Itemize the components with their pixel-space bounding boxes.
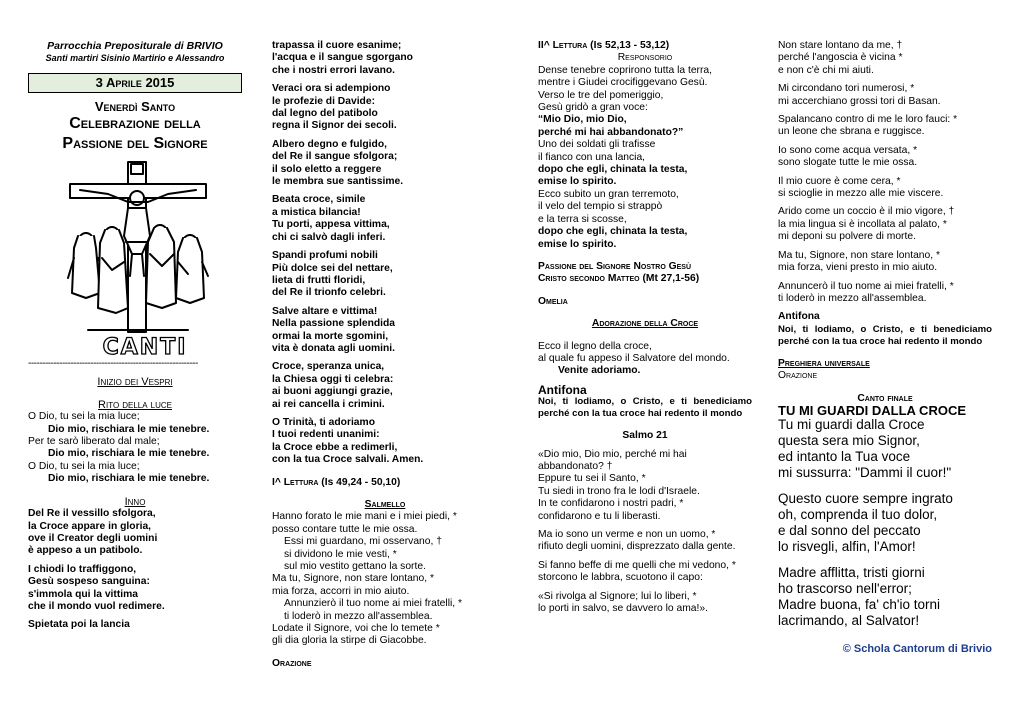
responsorio-line: Dense tenebre coprirono tutta la terra, bbox=[538, 64, 713, 76]
inno-line: la Croce ebbe a redimerli, bbox=[272, 441, 398, 453]
inno-line: Del Re il vessillo sfolgora, bbox=[28, 508, 156, 520]
rito-line: O Dio, tu sei la mia luce; bbox=[28, 411, 140, 423]
salmo-line: Spalancano contro di me le loro fauci: * bbox=[778, 114, 958, 126]
inno-line: Veraci ora si adempiono bbox=[272, 83, 391, 95]
inno-line: Beata croce, simile bbox=[272, 194, 366, 206]
column-4 bbox=[778, 40, 992, 656]
responsorio-line: il velo del tempio si strappò bbox=[538, 201, 663, 213]
venite-adoriamo: Venite adoriamo. bbox=[558, 365, 641, 377]
inno-line: il solo eletto a reggere bbox=[272, 163, 382, 175]
lettura-1-ref: (Is 49,24 - 50,10) bbox=[321, 476, 401, 488]
vespri-heading: Inizio dei Vespri bbox=[97, 376, 173, 389]
title-line-2: Passione del Signore bbox=[62, 134, 208, 152]
separator-line: ------------------------------------------------------------ bbox=[28, 358, 198, 370]
inno-line: Spandi profumi nobili bbox=[272, 250, 378, 262]
responsorio-line: e la terra si scosse, bbox=[538, 213, 627, 225]
song-line: Tu mi guardi dalla Croce bbox=[778, 417, 925, 433]
responsorio-line: “Mio Dio, mio Dio, bbox=[538, 114, 627, 126]
inno-line: del Re il trionfo celebri. bbox=[272, 287, 386, 299]
inno-line: lieta di frutti floridi, bbox=[272, 274, 366, 286]
salmo-line: Il mio cuore è come cera, * bbox=[778, 175, 901, 187]
salmo-line: Io sono come acqua versata, * bbox=[778, 144, 918, 156]
salmello-line: si dividono le mie vesti, * bbox=[284, 548, 397, 560]
salmello-line: sul mio vestito gettano la sorte. bbox=[284, 561, 426, 573]
song-line: Madre buona, fa' ch'io torni bbox=[778, 597, 940, 613]
salmo-line: Arido come un coccio è il mio vigore, † bbox=[778, 206, 955, 218]
passione-line-1: Passione del Signore Nostro Gesù bbox=[538, 260, 692, 272]
salmo-line: un leone che sbrana e ruggisce. bbox=[778, 126, 925, 138]
salmo-line: ti loderò in mezzo all'assemblea. bbox=[778, 292, 927, 304]
salmo-line: Si fanno beffe di me quelli che mi vedono, * bbox=[538, 559, 736, 571]
inno-stanza-2 bbox=[28, 564, 242, 614]
inno-line: a mistica bilancia! bbox=[272, 206, 361, 218]
salmello-line: mia forza, accorri in mio aiuto. bbox=[272, 585, 410, 597]
salmello-line: Ma tu, Signore, non stare lontano, * bbox=[272, 573, 434, 585]
rito-line: O Dio, tu sei la mia luce; bbox=[28, 460, 140, 472]
salmo-line: Tu siedi in trono fra le lodi d'Israele. bbox=[538, 485, 700, 497]
antifona-text-2: Noi, ti lodiamo, o Cristo, e ti benediciamo perché con la tua croce hai redento il mondo bbox=[778, 323, 992, 347]
salmo-line: rifiuto degli uomini, disprezzato dalla gente. bbox=[538, 541, 736, 553]
inno-line: Albero degno e fulgido, bbox=[272, 138, 387, 150]
responsorio-line: Uno dei soldati gli trafisse bbox=[538, 139, 656, 151]
inno-line: con la tua Croce salvali. Amen. bbox=[272, 454, 424, 466]
salmo-line: Ma tu, Signore, non stare lontano, * bbox=[778, 249, 940, 261]
ecco-line-2: al quale fu appeso il Salvatore del mondo. bbox=[538, 352, 730, 364]
salmo-line: confidarono e tu li liberasti. bbox=[538, 510, 661, 522]
liturgical-day: Venerdì Santo bbox=[94, 99, 176, 115]
lettura-1 bbox=[272, 477, 498, 489]
responsorio-line: dopo che egli, chinata la testa, bbox=[538, 164, 688, 176]
column-3 bbox=[538, 40, 752, 615]
inno-line: Più dolce sei del nettare, bbox=[272, 262, 393, 274]
salmello-line: ti loderò in mezzo all'assemblea. bbox=[284, 610, 433, 622]
inno-line: le membra sue santissime. bbox=[272, 176, 404, 188]
salmello-line: Annunzierò il tuo nome ai miei fratelli, * bbox=[284, 598, 462, 610]
inno-line: Tu porti, appesa vittima, bbox=[272, 219, 390, 231]
canti-heading: CANTI bbox=[102, 334, 188, 360]
salmo-line: «Si rivolga al Signore; lui lo liberi, * bbox=[538, 590, 697, 602]
responsorio-line: emise lo spirito. bbox=[538, 176, 617, 188]
salmo-line: Ma io sono un verme e non un uomo, * bbox=[538, 529, 716, 540]
responsorio-line: Gesù gridò a gran voce: bbox=[538, 102, 648, 114]
orazione-heading-2: Orazione bbox=[778, 370, 818, 382]
crucifixion-illustration bbox=[28, 158, 242, 338]
salmo-line: si scioglie in mezzo alle mie viscere. bbox=[778, 188, 944, 200]
title-line-1: Celebrazione della bbox=[69, 114, 201, 132]
salmello-line: gli dia gloria la stirpe di Giacobbe. bbox=[272, 635, 427, 647]
rito-line: Dio mio, rischiara le mie tenebre. bbox=[48, 473, 210, 485]
song-line: mi sussurra: "Dammi il cuor!" bbox=[778, 465, 952, 481]
inno-line: ormai la morte sgomini, bbox=[272, 330, 389, 342]
inno-line: O Trinità, ti adoriamo bbox=[272, 416, 375, 428]
stanza-gap bbox=[778, 555, 992, 565]
song-line: Madre afflitta, tristi giorni bbox=[778, 565, 925, 581]
song-title: TU MI GUARDI DALLA CROCE bbox=[778, 402, 967, 418]
preghiera-heading: Preghiera universale bbox=[778, 357, 870, 369]
inno-heading: Inno bbox=[124, 495, 146, 508]
salmo-line: sono slogate tutte le mie ossa. bbox=[778, 157, 918, 169]
responsorio-line: emise lo spirito. bbox=[538, 238, 617, 250]
salmo-line: mi accerchiano grossi tori di Basan. bbox=[778, 95, 941, 107]
salmo-line: mia forza, vieni presto in mio aiuto. bbox=[778, 262, 938, 274]
inno-line: Gesù sospeso sanguina: bbox=[28, 576, 150, 588]
responsorio-lines bbox=[538, 65, 752, 251]
rito-line: Dio mio, rischiara le mie tenebre. bbox=[48, 423, 210, 435]
antifona-label: Antifona bbox=[538, 382, 587, 397]
rito-line: Per te sarò liberato dal male; bbox=[28, 436, 160, 448]
song-line: oh, comprenda il tuo dolor, bbox=[778, 507, 938, 523]
rito-luce-heading: Rito della luce bbox=[98, 398, 172, 411]
stanza-gap bbox=[778, 481, 992, 491]
salmo-line: «Dio mio, Dio mio, perché mi hai bbox=[538, 448, 687, 460]
responsorio-line: dopo che egli, chinata la testa, bbox=[538, 226, 688, 238]
salmo-21-continuation bbox=[778, 40, 992, 311]
salmello-line: Hanno forato le mie mani e i miei piedi, * bbox=[272, 511, 457, 523]
ecco-line-1: Ecco il legno della croce, bbox=[538, 340, 652, 352]
song-stanzas bbox=[778, 417, 992, 629]
responsorio-line: il fianco con una lancia, bbox=[538, 151, 646, 163]
inno-line: è appeso a un patibolo. bbox=[28, 545, 143, 557]
column-1 bbox=[28, 40, 242, 632]
inno-line: Nella passione splendida bbox=[272, 318, 396, 330]
salmo-line: e non c'è chi mi aiuti. bbox=[778, 64, 874, 76]
inno-line: la Chiesa oggi ti celebra: bbox=[272, 373, 394, 385]
salmello-line: Lodate il Signore, voi che lo temete * bbox=[272, 623, 440, 635]
inno-line: ove il Creator degli uomini bbox=[28, 532, 158, 544]
salmo-line: Non stare lontano da me, † bbox=[778, 40, 903, 51]
salmello-lines bbox=[272, 511, 498, 647]
salmo-line: perché l'angoscia è vicina * bbox=[778, 52, 903, 64]
inno-line: I tuoi redenti unanimi: bbox=[272, 429, 380, 441]
inno-line: che il mondo vuol redimere. bbox=[28, 600, 165, 612]
salmo-line: Mi circondano tori numerosi, * bbox=[778, 83, 915, 95]
omelia-heading: Omelia bbox=[538, 295, 568, 307]
inno-line: l'acqua e il sangue sgorgano bbox=[272, 52, 413, 64]
inno-line: s'immola qui la vittima bbox=[28, 588, 139, 600]
salmo-line: Annuncerò il tuo nome ai miei fratelli, * bbox=[778, 280, 954, 292]
inno-line: dal legno del patibolo bbox=[272, 108, 378, 120]
salmo-line: la mia lingua si è incollata al palato, * bbox=[778, 218, 947, 230]
date-box: 3 Aprile 2015 bbox=[28, 73, 242, 93]
salmo-line: mi deponi su polvere di morte. bbox=[778, 231, 916, 243]
salmello-line: Essi mi guardano, mi osservano, † bbox=[284, 536, 442, 548]
responsorio-line: perché mi hai abbandonato?” bbox=[538, 126, 684, 138]
salmo-heading: Salmo 21 bbox=[622, 430, 668, 442]
rito-luce-lines bbox=[28, 411, 242, 485]
inno-line: regna il Signor dei secoli. bbox=[272, 120, 397, 132]
responsorio-heading: Responsorio bbox=[617, 52, 673, 64]
song-line: ed intanto la Tua voce bbox=[778, 449, 911, 465]
salmo-line: Eppure tu sei il Santo, * bbox=[538, 473, 646, 485]
salmo-line: abbandonato? † bbox=[538, 460, 613, 472]
lettura-2 bbox=[538, 40, 752, 52]
inno-line: chi ci salvò dagli inferi. bbox=[272, 231, 386, 243]
rito-line: Dio mio, rischiara le mie tenebre. bbox=[48, 448, 210, 460]
antifona-label-2: Antifona bbox=[778, 311, 820, 323]
song-line: lo risvegli, alfin, l'Amor! bbox=[778, 539, 916, 555]
inno-line: ai buoni aggiungi grazie, bbox=[272, 386, 393, 398]
orazione-heading: Orazione bbox=[272, 657, 312, 669]
parish-saints: Santi martiri Sisinio Martirio e Alessandro bbox=[45, 53, 225, 64]
inno-line: Croce, speranza unica, bbox=[272, 361, 385, 373]
salmo-line: In te confidarono i nostri padri, * bbox=[538, 498, 684, 510]
inno-line: le profezie di Davide: bbox=[272, 95, 375, 107]
responsorio-line: mentre i Giudei crocifiggevano Gesù. bbox=[538, 77, 708, 89]
antifona-text: Noi, ti lodiamo, o Cristo, e ti benediciamo perché con la tua croce hai redento il mondo bbox=[538, 396, 752, 420]
inno-line: Spietata poi la lancia bbox=[28, 619, 130, 631]
song-line: questa sera mio Signor, bbox=[778, 433, 920, 449]
salmo-21-stanzas bbox=[538, 449, 752, 616]
inno-line: Salve altare e vittima! bbox=[272, 305, 378, 317]
inno-line: ai rei cancella i crimini. bbox=[272, 398, 385, 410]
credit: © Schola Cantorum di Brivio bbox=[842, 643, 992, 656]
lettura-2-label: II^ Lettura bbox=[538, 40, 588, 51]
inno-line: I chiodi lo traffiggono, bbox=[28, 563, 137, 575]
salmello-heading: Salmello bbox=[364, 499, 406, 510]
lettura-1-label: I^ Lettura bbox=[272, 476, 319, 488]
song-line: e dal sonno del peccato bbox=[778, 523, 921, 539]
lettura-2-ref: (Is 52,13 - 53,12) bbox=[590, 40, 670, 51]
inno-line: che i nostri errori lavano. bbox=[272, 64, 396, 76]
inno-line: trapassa il cuore esanime; bbox=[272, 40, 402, 51]
inno-line: la Croce appare in gloria, bbox=[28, 520, 152, 532]
inno-line: del Re il sangue sfolgora; bbox=[272, 151, 398, 163]
song-line: Questo cuore sempre ingrato bbox=[778, 491, 953, 507]
responsorio-line: Verso le tre del pomeriggio, bbox=[538, 89, 664, 101]
salmello-line: posso contare tutte le mie ossa. bbox=[272, 523, 418, 535]
passione-line-2: Cristo secondo Matteo (Mt 27,1-56) bbox=[538, 273, 700, 285]
song-line: ho trascorso nell'error; bbox=[778, 581, 912, 597]
inno-line: vita è donata agli uomini. bbox=[272, 342, 396, 354]
song-line: lacrimando, al Salvator! bbox=[778, 613, 920, 629]
responsorio-line: Ecco subito un gran terremoto, bbox=[538, 188, 679, 200]
column-2 bbox=[272, 40, 498, 670]
salmo-line: lo porti in salvo, se davvero lo ama!». bbox=[538, 603, 708, 615]
salmo-line: storcono le labbra, scuotono il capo: bbox=[538, 572, 703, 584]
inno-stanza-1 bbox=[28, 508, 242, 558]
parish-name: Parrocchia Prepositurale di BRIVIO bbox=[47, 40, 223, 52]
canto-finale-heading: Canto finale bbox=[857, 392, 913, 404]
adorazione-heading: Adorazione della Croce bbox=[591, 318, 699, 330]
inno-continuation bbox=[272, 40, 498, 467]
